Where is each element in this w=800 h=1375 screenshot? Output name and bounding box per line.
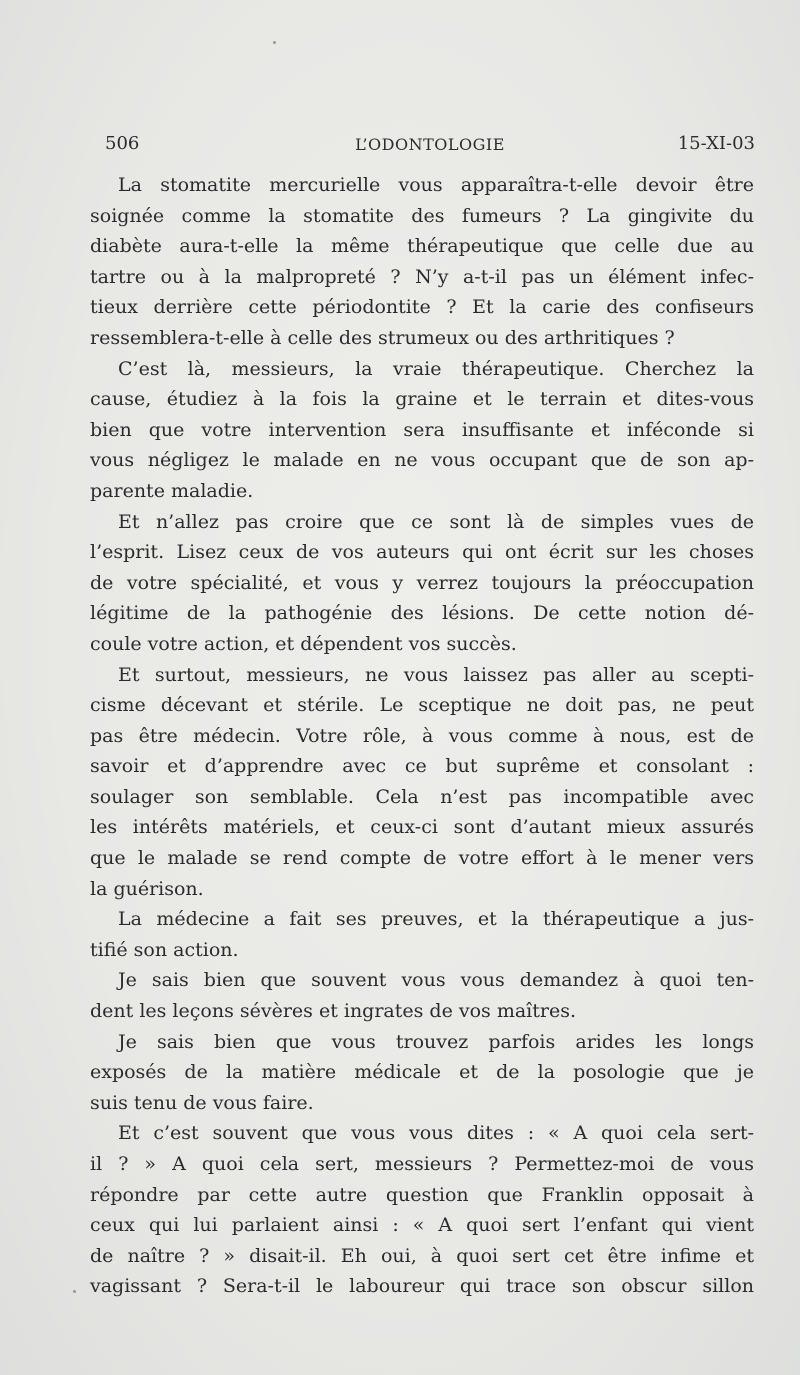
page-number: 506 — [105, 133, 140, 154]
text-line: bien que votre intervention sera insuffisante et inféconde si — [90, 418, 754, 441]
text-line: La stomatite mercurielle vous apparaîtra-t-elle devoir être — [118, 174, 754, 196]
paragraph — [90, 507, 754, 660]
text-line: que le malade se rend compte de votre effort à le mener vers — [90, 847, 754, 870]
paragraph — [90, 170, 754, 354]
text-line: la guérison. — [90, 877, 204, 900]
text-line: soignée comme la stomatite des fumeurs ? La gingivite du — [90, 204, 754, 227]
text-line: coule votre action, et dépendent vos succès. — [90, 632, 517, 655]
text-line: l’esprit. Lisez ceux de vos auteurs qui ont écrit sur les choses — [90, 541, 754, 564]
text-line: légitime de la pathogénie des lésions. De cette notion dé- — [90, 602, 754, 625]
text-line: exposés de la matière médicale et de la posologie que je — [90, 1061, 754, 1084]
text-line: Je sais bien que vous trouvez parfois arides les longs — [118, 1030, 754, 1053]
text-line: soulager son semblable. Cela n’est pas incompatible avec — [90, 785, 754, 808]
paragraph — [90, 1118, 754, 1302]
text-line: les intérêts matériels, et ceux-ci sont d’autant mieux assurés — [90, 816, 754, 839]
text-line: parente maladie. — [90, 479, 254, 502]
text-line: de naître ? » disait-il. Eh oui, à quoi sert cet être infime et — [90, 1244, 754, 1267]
text-line: tifié son action. — [90, 938, 239, 961]
text-line: il ? » A quoi cela sert, messieurs ? Permettez-moi de vous — [90, 1153, 754, 1175]
text-line: tieux derrière cette périodontite ? Et la carie des confiseurs — [90, 296, 754, 319]
text-line: vagissant ? Sera-t-il le laboureur qui trace son obscur sillon — [90, 1275, 754, 1298]
text-line: tartre ou à la malpropreté ? N’y a-t-il pas un élément infec- — [90, 265, 754, 288]
text-line: pas être médecin. Votre rôle, à vous comme à nous, est de — [90, 724, 754, 747]
issue-date: 15-XI-03 — [677, 133, 755, 154]
text-line: cisme décevant et stérile. Le sceptique ne doit pas, ne peut — [90, 694, 754, 717]
text-line: La médecine a fait ses preuves, et la thérapeutique a jus- — [118, 908, 754, 931]
page-header — [105, 133, 755, 159]
text-line: ceux qui lui parlaient ainsi : « A quoi sert l’enfant qui vient — [90, 1214, 754, 1237]
text-line: vous négligez le malade en ne vous occupant que de son ap- — [90, 449, 754, 472]
text-line: Et n’allez pas croire que ce sont là de simples vues de — [118, 510, 754, 533]
paragraph — [90, 1027, 754, 1119]
text-line: Et surtout, messieurs, ne vous laissez pas aller au scepti- — [118, 663, 754, 686]
paragraph — [90, 660, 754, 905]
text-line: de votre spécialité, et vous y verrez toujours la préoccupation — [90, 571, 754, 594]
text-line: savoir et d’apprendre avec ce but suprême et consolant : — [90, 755, 754, 778]
text-line: Je sais bien que souvent vous vous demandez à quoi ten- — [118, 969, 754, 992]
text-line: répondre par cette autre question que Franklin opposait à — [90, 1183, 754, 1206]
paper-speck — [273, 41, 276, 44]
text-line: C’est là, messieurs, la vraie thérapeutique. Cherchez la — [118, 357, 754, 380]
paragraph — [90, 354, 754, 507]
text-line: Et c’est souvent que vous vous dites : « A quoi cela sert- — [118, 1122, 754, 1145]
paper-speck — [73, 1290, 76, 1293]
paragraph — [90, 904, 754, 965]
text-line: ressemblera-t-elle à celle des strumeux ou des arthritiques ? — [90, 326, 675, 349]
text-line: cause, étudiez à la fois la graine et le terrain et dites-vous — [90, 388, 754, 411]
text-line: diabète aura-t-elle la même thérapeutique que celle due au — [90, 235, 754, 258]
paragraph — [90, 965, 754, 1026]
text-line: dent les leçons sévères et ingrates de vos maîtres. — [90, 1000, 577, 1023]
body-text — [90, 170, 754, 1302]
text-line: suis tenu de vous faire. — [90, 1091, 314, 1114]
running-title: L’ODONTOLOGIE — [355, 135, 505, 154]
